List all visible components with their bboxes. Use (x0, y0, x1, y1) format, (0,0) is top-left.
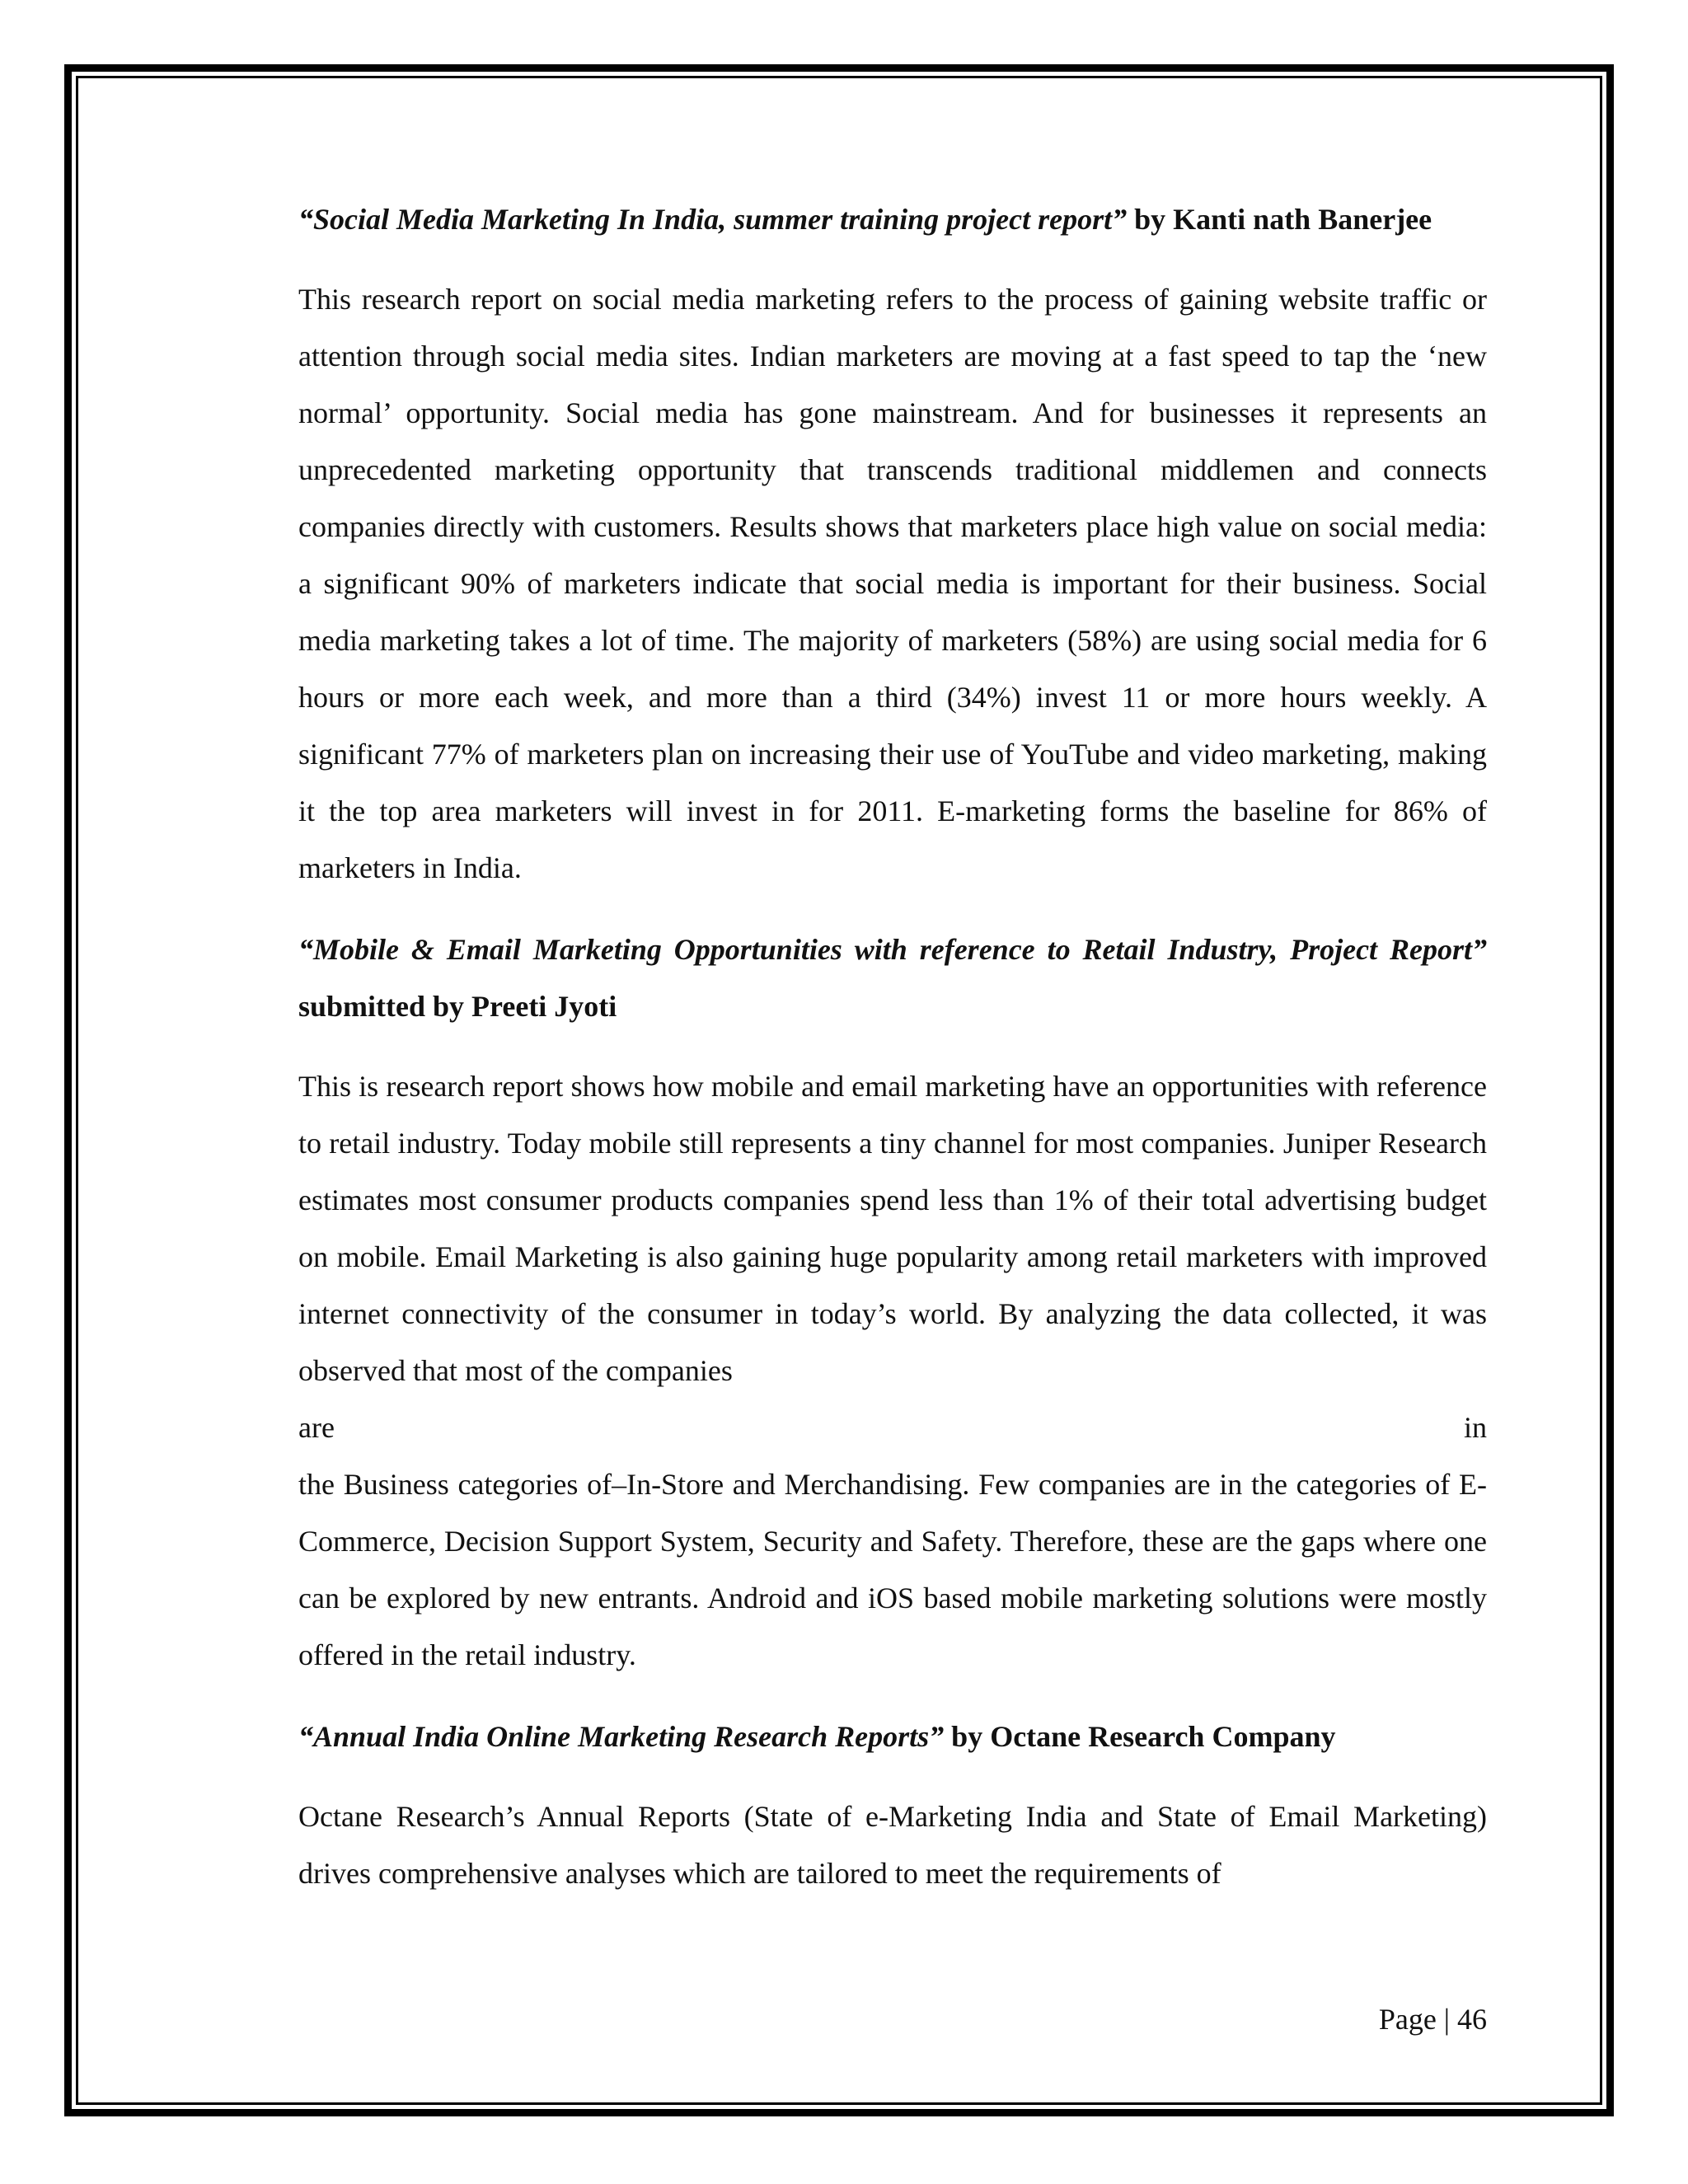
section-2-spread-left: are (298, 1411, 335, 1444)
section-2-title: “Mobile & Email Marketing Opportunities with reference to Retail Industry, Project Report” (298, 933, 1487, 966)
section-3-byline: by Octane Research Company (944, 1720, 1336, 1753)
section-1-heading (298, 191, 1487, 248)
page-content (298, 191, 1487, 1902)
section-2-byline: submitted by Preeti Jyoti (298, 990, 617, 1023)
section-1-body: This research report on social media marketing refers to the process of gaining website traffic or attention through social media sites. Indian marketers are moving at a fast speed to tap the ‘new normal’ opportunity. Social media has gone mainstream. And for businesses it represents an unprecedented marketing opportunity that transcends traditional middlemen and connects companies directly with customers. Results shows that marketers place high value on social media: a significant 90% of marketers indicate that social media is important for their business. Social media marketing takes a lot of time. The majority of marketers (58%) are using social media for 6 hours or more each week, and more than a third (34%) invest 11 or more hours weekly. A significant 77% of marketers plan on increasing their use of YouTube and video marketing, making it the top area marketers will invest in for 2011. E-marketing forms the baseline for 86% of marketers in India. (298, 283, 1487, 884)
section-3-heading (298, 1708, 1487, 1765)
section-2-body-part1: This is research report shows how mobile and email marketing have an opportunities with reference to retail industry. Today mobile still represents a tiny channel for most companies. Juniper Research estimates most consumer products companies spend less than 1% of their total advertising budget on mobile. Email Marketing is also gaining huge popularity among retail marketers with improved internet connectivity of the consumer in today’s world. By analyzing the data collected, it was observed that most of the companies (298, 1070, 1487, 1387)
section-2-heading (298, 921, 1487, 1035)
section-2-spread-right: in (1463, 1411, 1487, 1444)
section-3-title: “Annual India Online Marketing Research Reports” (298, 1720, 945, 1753)
section-1-byline: by Kanti nath Banerjee (1127, 203, 1432, 236)
section-1-title: “Social Media Marketing In India, summer training project report” (298, 203, 1128, 236)
page-number: Page | 46 (1378, 2003, 1487, 2036)
section-3-body: Octane Research’s Annual Reports (State of e-Marketing India and State of Email Marketing) drives comprehensive analyses which are tailored to meet the requirements of (298, 1800, 1487, 1890)
section-2-spread-line (298, 1399, 1487, 1456)
section-2-body-part2: the Business categories of–In-Store and Merchandising. Few companies are in the categories of E-Commerce, Decision Support System, Security and Safety. Therefore, these are the gaps where one can be explored by new entrants. Android and iOS based mobile marketing solutions were mostly offered in the retail industry. (298, 1468, 1487, 1671)
